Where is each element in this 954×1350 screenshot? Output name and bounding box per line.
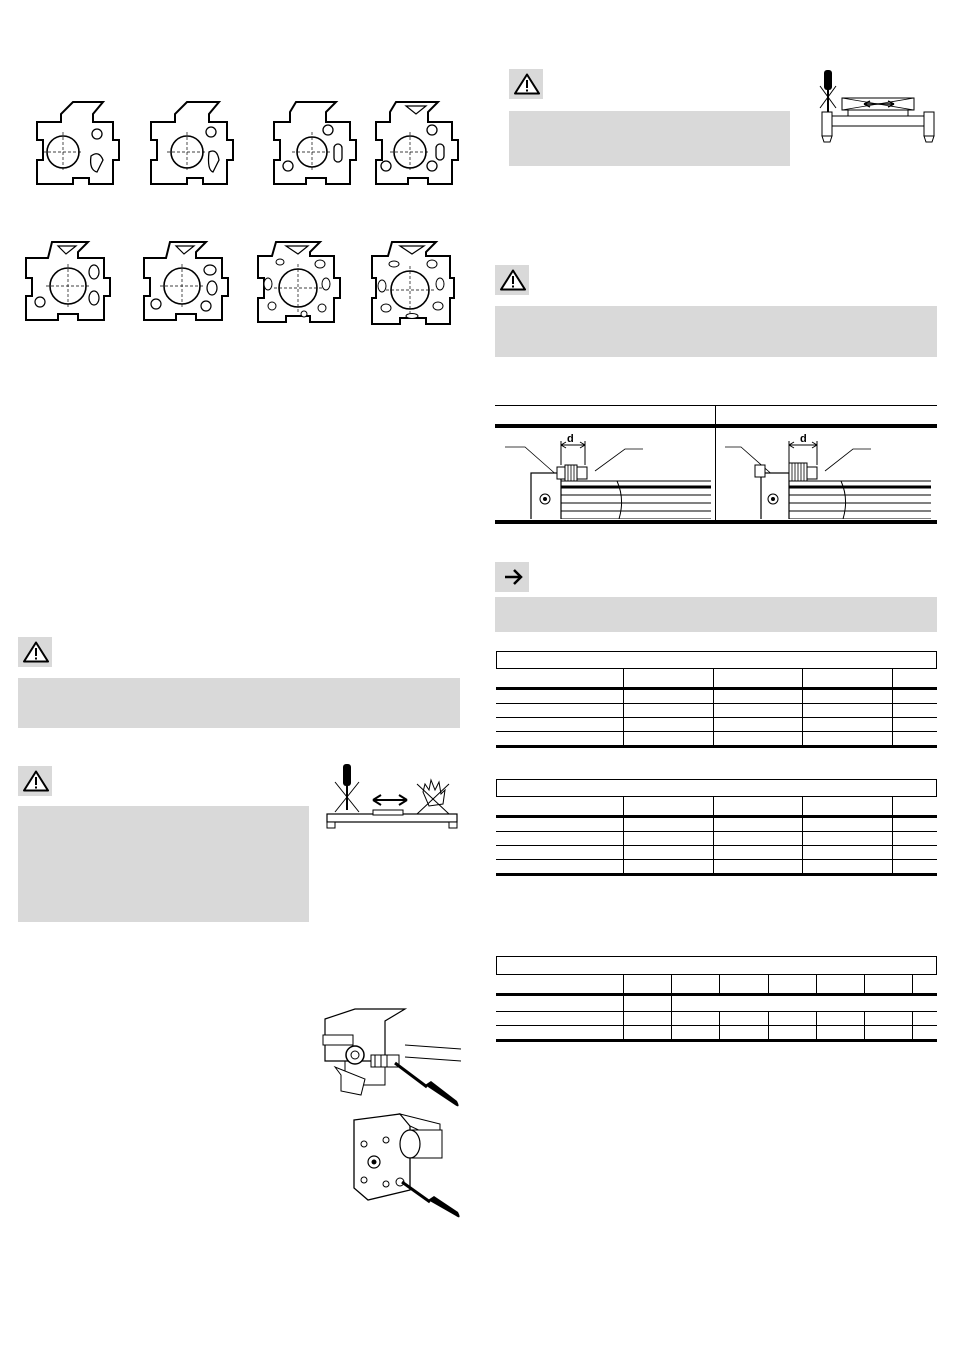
distance-figure-table <box>495 405 937 523</box>
table-row <box>496 995 937 1012</box>
right-arrow-icon <box>500 566 526 588</box>
table-a-left-rule <box>496 651 497 668</box>
table-row <box>496 718 937 732</box>
table-a-right-rule <box>936 651 937 668</box>
shock-absorber-drawing-right <box>721 429 931 519</box>
table-c-top-rule <box>496 956 937 957</box>
table-b-right-rule <box>936 779 937 796</box>
table-row <box>496 817 937 832</box>
warning-triangle-icon <box>514 73 540 95</box>
warning-note-box <box>495 306 937 357</box>
table-row <box>496 832 937 846</box>
table-row <box>496 860 937 875</box>
warning-note-box <box>509 111 790 166</box>
warning-icon-box <box>18 637 52 667</box>
warning-triangle-icon <box>23 641 49 663</box>
table-a-top-rule <box>496 651 937 652</box>
profile-drawing-6 <box>140 240 230 324</box>
table-c <box>496 974 937 1042</box>
profile-drawing-8 <box>370 240 456 328</box>
table-b-top-rule <box>496 779 937 780</box>
table-row <box>496 689 937 704</box>
note-arrow-icon-box <box>495 562 529 592</box>
distance-label-right: d <box>800 433 807 445</box>
table-row <box>496 732 937 747</box>
table-row <box>496 846 937 860</box>
warning-triangle-icon <box>500 269 526 291</box>
table-a <box>496 668 937 748</box>
slide-handling-illustration <box>325 762 460 834</box>
profile-drawing-7 <box>254 240 342 326</box>
table-row <box>496 704 937 718</box>
table-row <box>496 1026 937 1041</box>
profile-drawing-3 <box>270 100 360 188</box>
profile-drawing-2 <box>147 100 237 188</box>
warning-icon-box <box>18 766 52 796</box>
warning-note-box <box>18 678 460 728</box>
profile-drawing-4 <box>372 100 462 188</box>
distance-label-left: d <box>567 433 574 445</box>
table-c-left-rule <box>496 956 497 974</box>
table-row <box>496 1012 937 1026</box>
table-b <box>496 796 937 876</box>
warning-icon-box <box>509 69 543 99</box>
warning-triangle-icon <box>23 770 49 792</box>
warning-icon-box <box>495 265 529 295</box>
table-c-right-rule <box>936 956 937 974</box>
shock-absorber-drawing-left <box>501 429 711 519</box>
table-row <box>496 975 937 995</box>
end-cap-adjustment-illustration <box>315 1005 465 1110</box>
slide-clamping-illustration <box>818 66 938 146</box>
note-box <box>495 597 937 632</box>
warning-note-box <box>18 806 309 922</box>
profile-drawing-1 <box>33 100 123 188</box>
table-row <box>496 669 937 689</box>
yoke-plate-adjustment-illustration <box>340 1110 465 1220</box>
table-b-left-rule <box>496 779 497 796</box>
profile-drawing-5 <box>22 240 112 324</box>
table-row <box>496 797 937 817</box>
